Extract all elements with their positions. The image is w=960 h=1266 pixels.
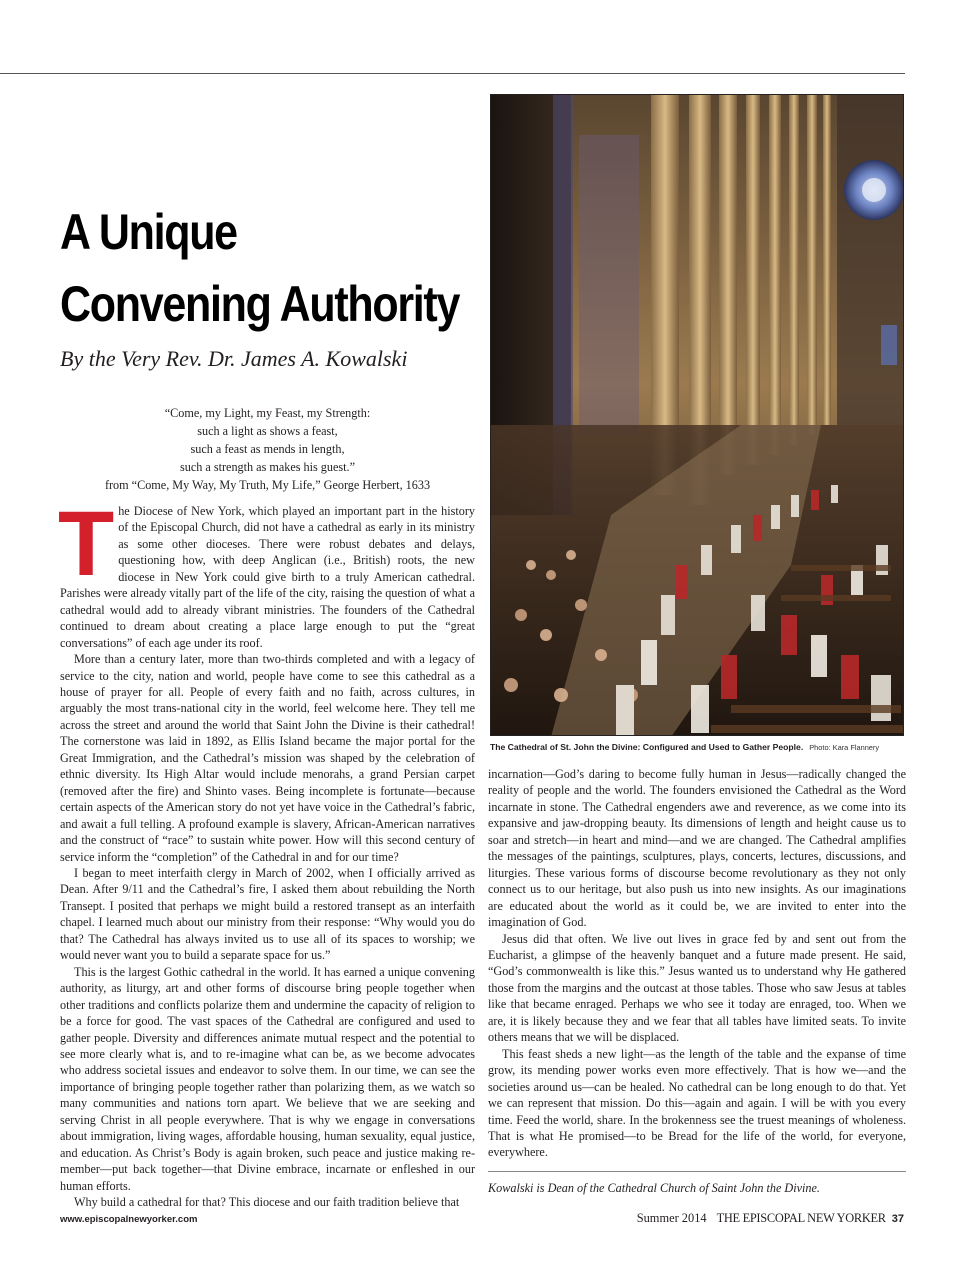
byline: By the Very Rev. Dr. James A. Kowalski — [60, 346, 408, 371]
photo-credit: Photo: Kara Flannery — [809, 743, 880, 752]
body-paragraph: This feast sheds a new light—as the length of the table and the expanse of time grow, its mending power works even more effectively. That is how we—and the societies around us—can be healed. No cathedral can be long enough to do that. Yet we can represent that mission. Do this—again and again. I will be with you every time. Feed the world, share. In the brokenness see the truest meanings of wholeness. That is what He promised—to be Bread for the life of the world, for everyone, everywhere. — [488, 1046, 906, 1160]
drop-cap: T — [58, 493, 115, 595]
author-note: Kowalski is Dean of the Cathedral Church of Saint John the Divine. — [488, 1181, 820, 1195]
epigraph-line: such a strength as makes his guest.” — [180, 460, 355, 474]
page-number: 37 — [891, 1213, 904, 1225]
body-paragraph: Jesus did that often. We live out lives in grace fed by and sent out from the Eucharist, a glimpse of the heavenly banquet and a future made present. He said, “God’s commonwealth is like this.” Jesus wanted us to understand why He gathered those from the margins and the outcast at those tables. Those who saw Jesus at tables like that became enraged. Perhaps we who see it today are enraged, too. When we are, it is likely because they and we fear that all tables have limited seats. To invite others means that we will be displaced. — [488, 931, 906, 1045]
photo-caption — [490, 742, 910, 752]
first-paragraph-text: he Diocese of New York, which played an important part in the history of the Episcopal Church, did not have a cathedral as early in its ministry as some other dioceses. There were robust debates and delays, questioning how, with deep Anglican (i.e., British) roots, the new diocese in New York could give birth to a truly American cathedral. Parishes were already vitally part of the life of the city, raising the question of what a cathedral would add to already vibrant ministries. The founders of the Cathedral continued to dream about creating a place large enough to put the “great conversations” of each age under its roof. — [60, 504, 475, 650]
right-column — [488, 766, 906, 1161]
epigraph-line: such a light as shows a feast, — [197, 424, 338, 438]
footer-publication: THE EPISCOPAL NEW YORKER — [716, 1211, 886, 1225]
author-note-rule — [488, 1171, 906, 1172]
title-line-1: A Unique — [60, 204, 237, 260]
body-paragraph: incarnation—God’s daring to become fully human in Jesus—radically changed the reality of people and the world. The founders envisioned the Cathedral as the Word incarnate in stone. The Cathedral engenders awe and reverence, as we come into its expansive and jaw-dropping beauty. Its dimensions of length and height cause us to soar and stretch—in heart and mind—and we are changed. The Cathedral amplifies the messages of the paintings, sculptures, plays, concerts, lectures, discussions, and liturgies. These various forms of discourse become revolutionary as they not only connect us to our heritage, but also push us into new insights. As our imaginations are educated about the world as it could be, we are invited to enter into the imagination of God. — [488, 767, 906, 930]
epigraph-line: such a feast as mends in length, — [190, 442, 345, 456]
body-paragraph — [58, 493, 475, 651]
cathedral-photo — [490, 94, 904, 736]
title-line-2: Convening Authority — [60, 276, 460, 332]
body-paragraph: I began to meet interfaith clergy in March of 2002, when I officially arrived as Dean. After 9/11 and the Cathedral’s fire, I asked them about rebuilding the North Transept. I posited that perhaps we might build a restored transept as an interfaith chapel. I learned much about our ministry from their response: “Why would you do that? The Cathedral has always invited us to use all of its spaces to worship; we would never want you to build a separate space for us.” — [60, 865, 475, 963]
left-column — [58, 493, 475, 1210]
body-paragraph: Why build a cathedral for that? This diocese and our faith tradition believe that — [74, 1195, 460, 1210]
cathedral-interior-image — [491, 95, 904, 736]
top-rule — [0, 73, 905, 74]
epigraph-attribution: from “Come, My Way, My Truth, My Life,” George Herbert, 1633 — [104, 478, 431, 492]
footer-url: www.episcopalnewyorker.com — [60, 1214, 198, 1225]
body-paragraph: More than a century later, more than two-thirds completed and with a legacy of service to the city, nation and world, people have come to see this cathedral as a house of prayer for all. People of every faith and no faith, across cultures, in arguably the most trans-national city in the world, feel welcome here. They tell me across the street and around the world that Saint John the Divine is their cathedral! The cornerstone was laid in 1892, as Ellis Island became the major portal for the Great Immigration, and the Cathedral’s mission was shaped by the celebration of ethnic diversity. Its High Altar would include menorahs, a grand Persian carpet (removed after the fire) and Shinto vases. Being incomplete is fortunate—because certain aspects of the American story do not yet have voice in the Cathedral’s fabric, and await a full telling. A profound example is slavery, African-American narratives and the construct of “race” to sustain white power. How will this second century of service inform the “completion” of the Cathedral in and for our time? — [60, 652, 475, 864]
body-paragraph: This is the largest Gothic cathedral in the world. It has earned a unique convening authority, as liturgy, art and other forms of discourse bring people together when other traditions and conflicts polarize them and undermine the capacity of religion to be a force for good. The vast spaces of the Cathedral are configured and used to gather people. Diversity and differences animate mutual respect and the potential to see more clearly what is, and to re-imagine what can be, as we become advocates who address societal issues and endeavor to solve them. In our time, we can see the importance of bringing people together rather than polarizing them, as we watch so many communities and nations torn apart. We believe that we are seeking and serving Christ in all people everywhere. That is why we engage in conversations about immigration, living wages, affordable housing, human sexuality, equal justice, and education. As Christ’s Body is again broken, such peace and justice making re-member—put back together—that Divine embrace, incarnate or enfleshed in our human efforts. — [60, 964, 475, 1193]
epigraph — [60, 404, 475, 494]
caption-text: The Cathedral of St. John the Divine: Configured and Used to Gather People. — [490, 742, 804, 752]
epigraph-line: “Come, my Light, my Feast, my Strength: — [164, 406, 371, 420]
article-title — [60, 196, 459, 340]
footer-issue: Summer 2014 — [636, 1211, 707, 1225]
footer-folio — [637, 1211, 904, 1226]
